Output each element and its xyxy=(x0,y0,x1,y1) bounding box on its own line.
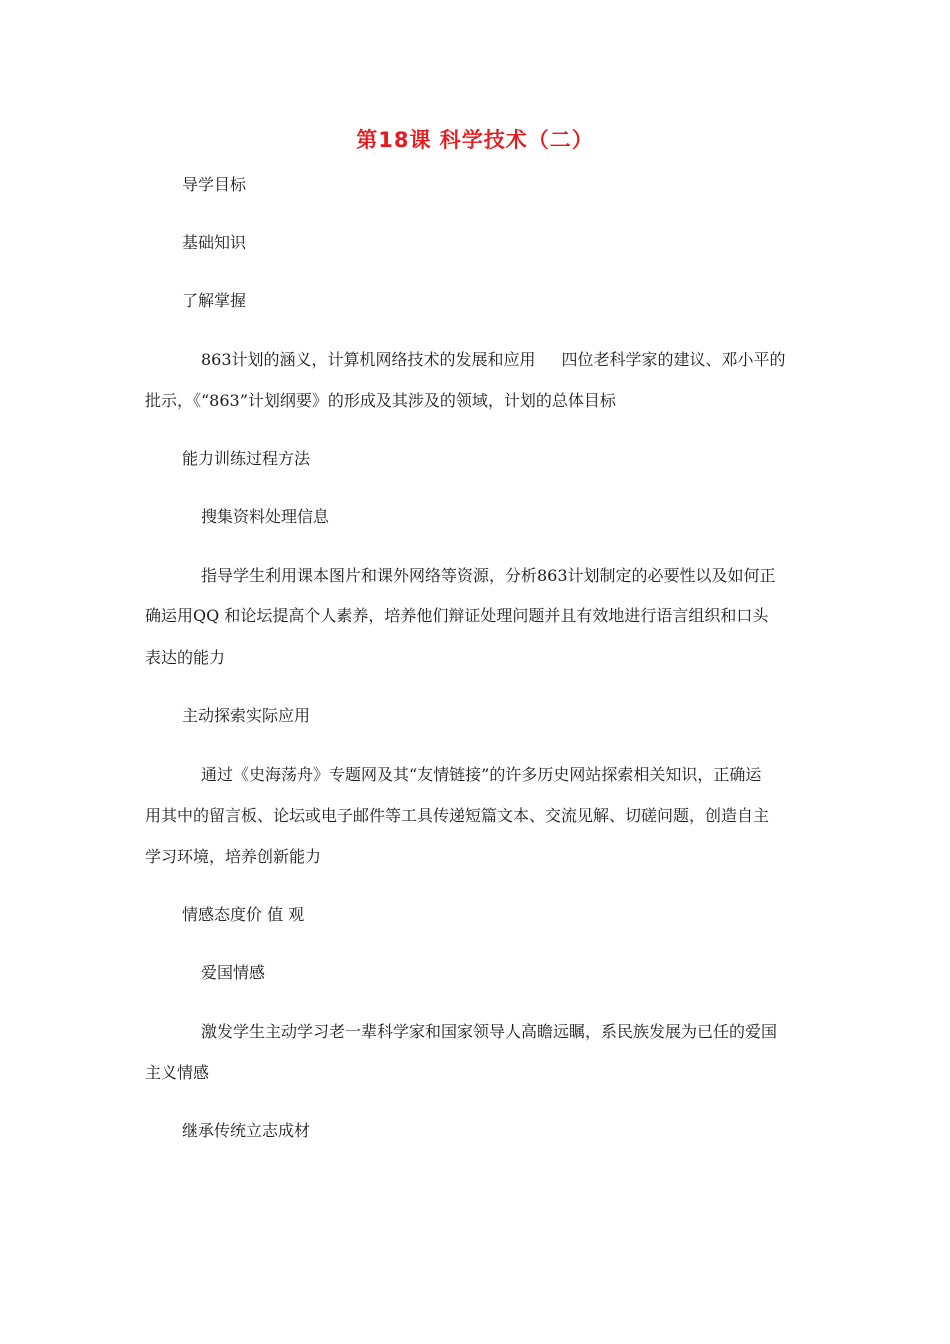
page-title: 第18课 科学技术（二） xyxy=(356,128,594,152)
subheading-patriotism: 爱国情感 xyxy=(201,963,266,982)
patriotism-paragraph-line-2: 主义情感 xyxy=(145,1063,210,1082)
understand-paragraph-line-1 xyxy=(201,350,786,370)
collect-paragraph-line-3: 表达的能力 xyxy=(145,648,226,667)
explore-paragraph-line-1: 通过《史海荡舟》专题网及其“友情链接”的许多历史网站探索相关知识，正确运 xyxy=(201,765,762,784)
heading-emotion: 情感态度价 值 观 xyxy=(182,905,305,924)
subheading-collect-info: 搜集资料处理信息 xyxy=(201,507,330,526)
explore-paragraph-line-3: 学习环境，培养创新能力 xyxy=(145,847,322,866)
understand-text-b: 四位老科学家的建议、邓小平的 xyxy=(561,350,786,369)
heading-guide-goals: 导学目标 xyxy=(182,175,247,194)
heading-inherit: 继承传统立志成材 xyxy=(182,1121,311,1140)
understand-paragraph-line-2: 批示，《“863”计划纲要》的形成及其涉及的领域，计划的总体目标 xyxy=(145,391,616,410)
collect-paragraph-line-2: 确运用QQ 和论坛提高个人素养，培养他们辩证处理问题并且有效地进行语言组织和口头 xyxy=(145,606,769,625)
heading-basic-knowledge: 基础知识 xyxy=(182,233,247,252)
heading-ability: 能力训练过程方法 xyxy=(182,449,311,468)
explore-paragraph-line-2: 用其中的留言板、论坛或电子邮件等工具传递短篇文本、交流见解、切磋问题，创造自主 xyxy=(145,806,770,825)
collect-paragraph-line-1: 指导学生利用课本图片和课外网络等资源，分析863计划制定的必要性以及如何正 xyxy=(201,566,776,585)
understand-text-a: 863计划的涵义，计算机网络技术的发展和应用 xyxy=(201,350,536,369)
heading-understand: 了解掌握 xyxy=(182,291,247,310)
patriotism-paragraph-line-1: 激发学生主动学习老一辈科学家和国家领导人高瞻远瞩，系民族发展为已任的爱国 xyxy=(201,1022,778,1041)
heading-explore: 主动探索实际应用 xyxy=(182,706,311,725)
